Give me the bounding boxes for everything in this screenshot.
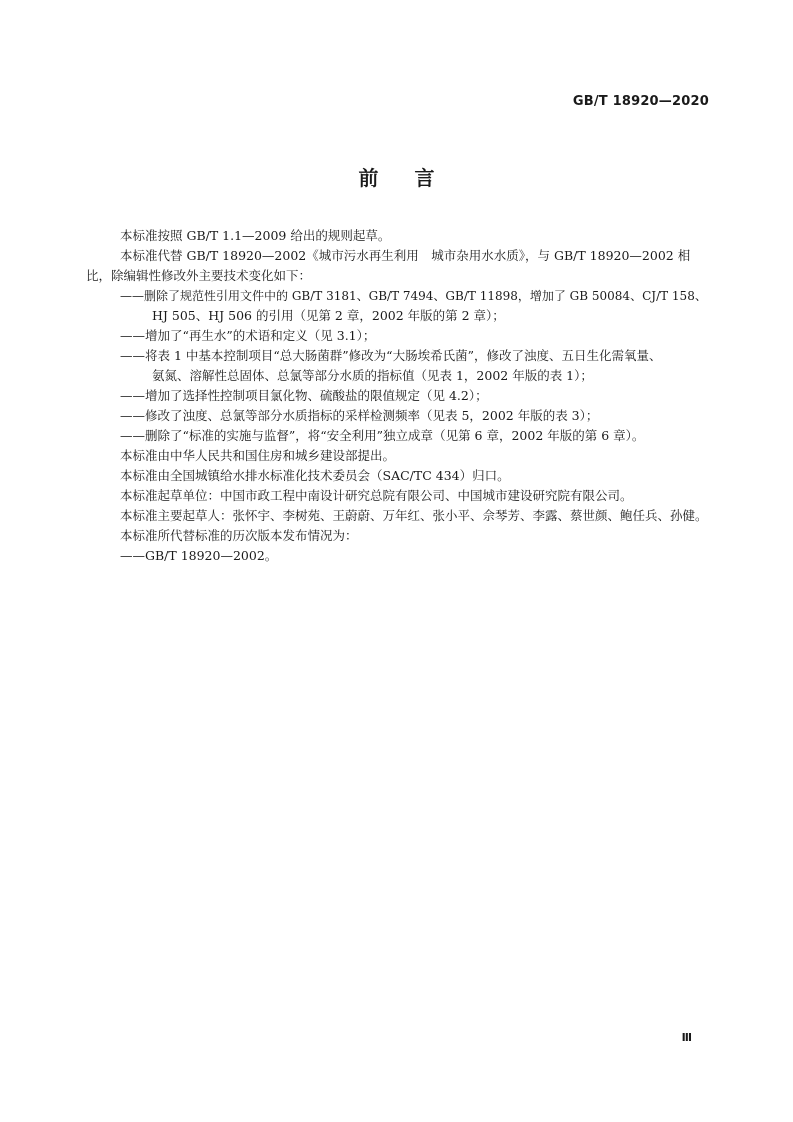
list-item-continuation: 氨氮、溶解性总固体、总氯等部分水质的指标值（见表 1，2002 年版的表 1）； [152, 368, 593, 383]
paragraph: 本标准按照 GB/T 1.1—2009 给出的规则起草。 [120, 228, 391, 243]
paragraph: 本标准主要起草人：张怀宇、李树苑、王蔚蔚、万年红、张小平、佘琴芳、李露、蔡世颜、鲍任兵、孙健。 [120, 508, 708, 523]
page-number: Ⅲ [681, 1031, 692, 1044]
list-item-continuation: HJ 505、HJ 506 的引用（见第 2 章，2002 年版的第 2 章）； [152, 308, 505, 323]
list-item: ——删除了“标准的实施与监督”，将“安全利用”独立成章（见第 6 章，2002 年版的第 6 章）。 [120, 428, 645, 443]
list-item: ——删除了规范性引用文件中的 GB/T 3181、GB/T 7494、GB/T 11898，增加了 GB 50084、CJ/T 158、 [120, 289, 707, 303]
standard-number: GB/T 18920—2020 [572, 94, 709, 109]
list-item: ——增加了选择性控制项目氯化物、硫酸盐的限值规定（见 4.2）； [120, 388, 488, 403]
title-char-1: 前 [358, 166, 379, 190]
title-char-2: 言 [414, 166, 435, 190]
foreword-body [86, 226, 710, 566]
list-item: ——修改了浊度、总氯等部分水质指标的采样检测频率（见表 5，2002 年版的表 3）； [120, 408, 599, 423]
page-title [0, 162, 793, 191]
paragraph: 本标准起草单位：中国市政工程中南设计研究总院有限公司、中国城市建设研究院有限公司。 [120, 488, 633, 503]
paragraph: 本标准由全国城镇给水排水标准化技术委员会（SAC/TC 434）归口。 [120, 468, 510, 483]
paragraph: 本标准代替 GB/T 18920—2002《城市污水再生利用 城市杂用水水质》，与 GB/T 18920—2002 相 [120, 248, 691, 263]
list-item: ——增加了“再生水”的术语和定义（见 3.1）； [120, 328, 376, 343]
list-item: ——GB/T 18920—2002。 [120, 548, 278, 563]
paragraph: 本标准所代替标准的历次版本发布情况为： [120, 528, 358, 543]
list-item: ——将表 1 中基本控制项目“总大肠菌群”修改为“大肠埃希氏菌”，修改了浊度、五日生化需氧量、 [120, 348, 662, 363]
paragraph: 比，除编辑性修改外主要技术变化如下： [86, 268, 312, 283]
paragraph: 本标准由中华人民共和国住房和城乡建设部提出。 [120, 448, 396, 463]
